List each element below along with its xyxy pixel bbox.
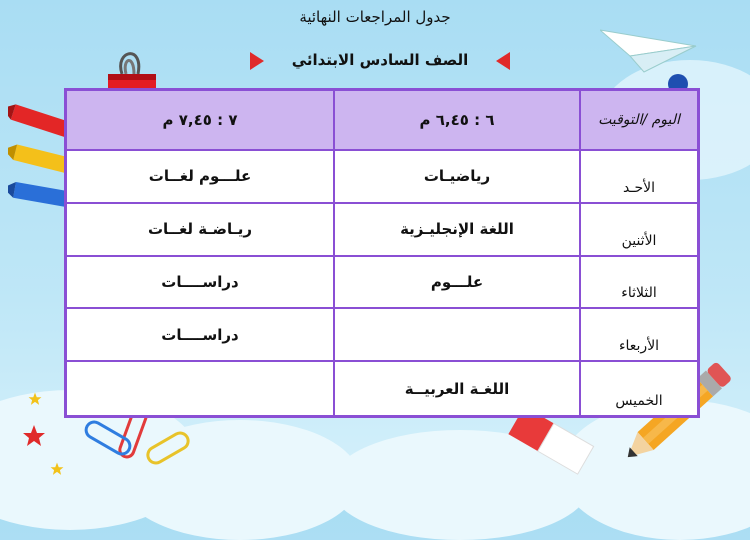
day-tuesday: الثلاثاء [581, 257, 697, 310]
page-title: جدول المراجعات النهائية [299, 8, 451, 26]
cell-monday-slot2: ريـاضـة لغــات [67, 204, 335, 257]
star-icon [28, 392, 42, 406]
subtitle-banner [250, 46, 510, 74]
star-icon [22, 424, 46, 448]
star-icon [50, 462, 64, 476]
cell-thursday-slot1: اللغـة العربيــة [335, 362, 581, 415]
day-monday: الأثنين [581, 204, 697, 257]
cell-tuesday-slot1: علـــوم [335, 257, 581, 310]
cell-thursday-slot2 [67, 362, 335, 415]
cell-wednesday-slot1 [335, 309, 581, 362]
cell-monday-slot1: اللغة الإنجليـزية [335, 204, 581, 257]
day-sunday: الأحـد [581, 151, 697, 204]
red-flag-icon [250, 52, 264, 70]
crayons-icon [8, 100, 68, 220]
cell-sunday-slot2: علـــوم لغــات [67, 151, 335, 204]
paper-plane-icon [600, 16, 700, 76]
cell-wednesday-slot2: دراســــات [67, 309, 335, 362]
header-slot-7pm: ٧ : ٧,٤٥ م [67, 91, 335, 151]
cell-sunday-slot1: رياضيـات [335, 151, 581, 204]
review-schedule-table [64, 88, 700, 418]
red-flag-icon [496, 52, 510, 70]
day-thursday: الخميس [615, 392, 663, 409]
cell-tuesday-slot2: دراســــات [67, 257, 335, 310]
page-subtitle: الصف السادس الابتدائي [291, 51, 469, 69]
header-day-time: اليوم /التوقيت [581, 91, 697, 151]
day-wednesday: الأربعاء [581, 309, 697, 362]
header-slot-6pm: ٦ : ٦,٤٥ م [335, 91, 581, 151]
